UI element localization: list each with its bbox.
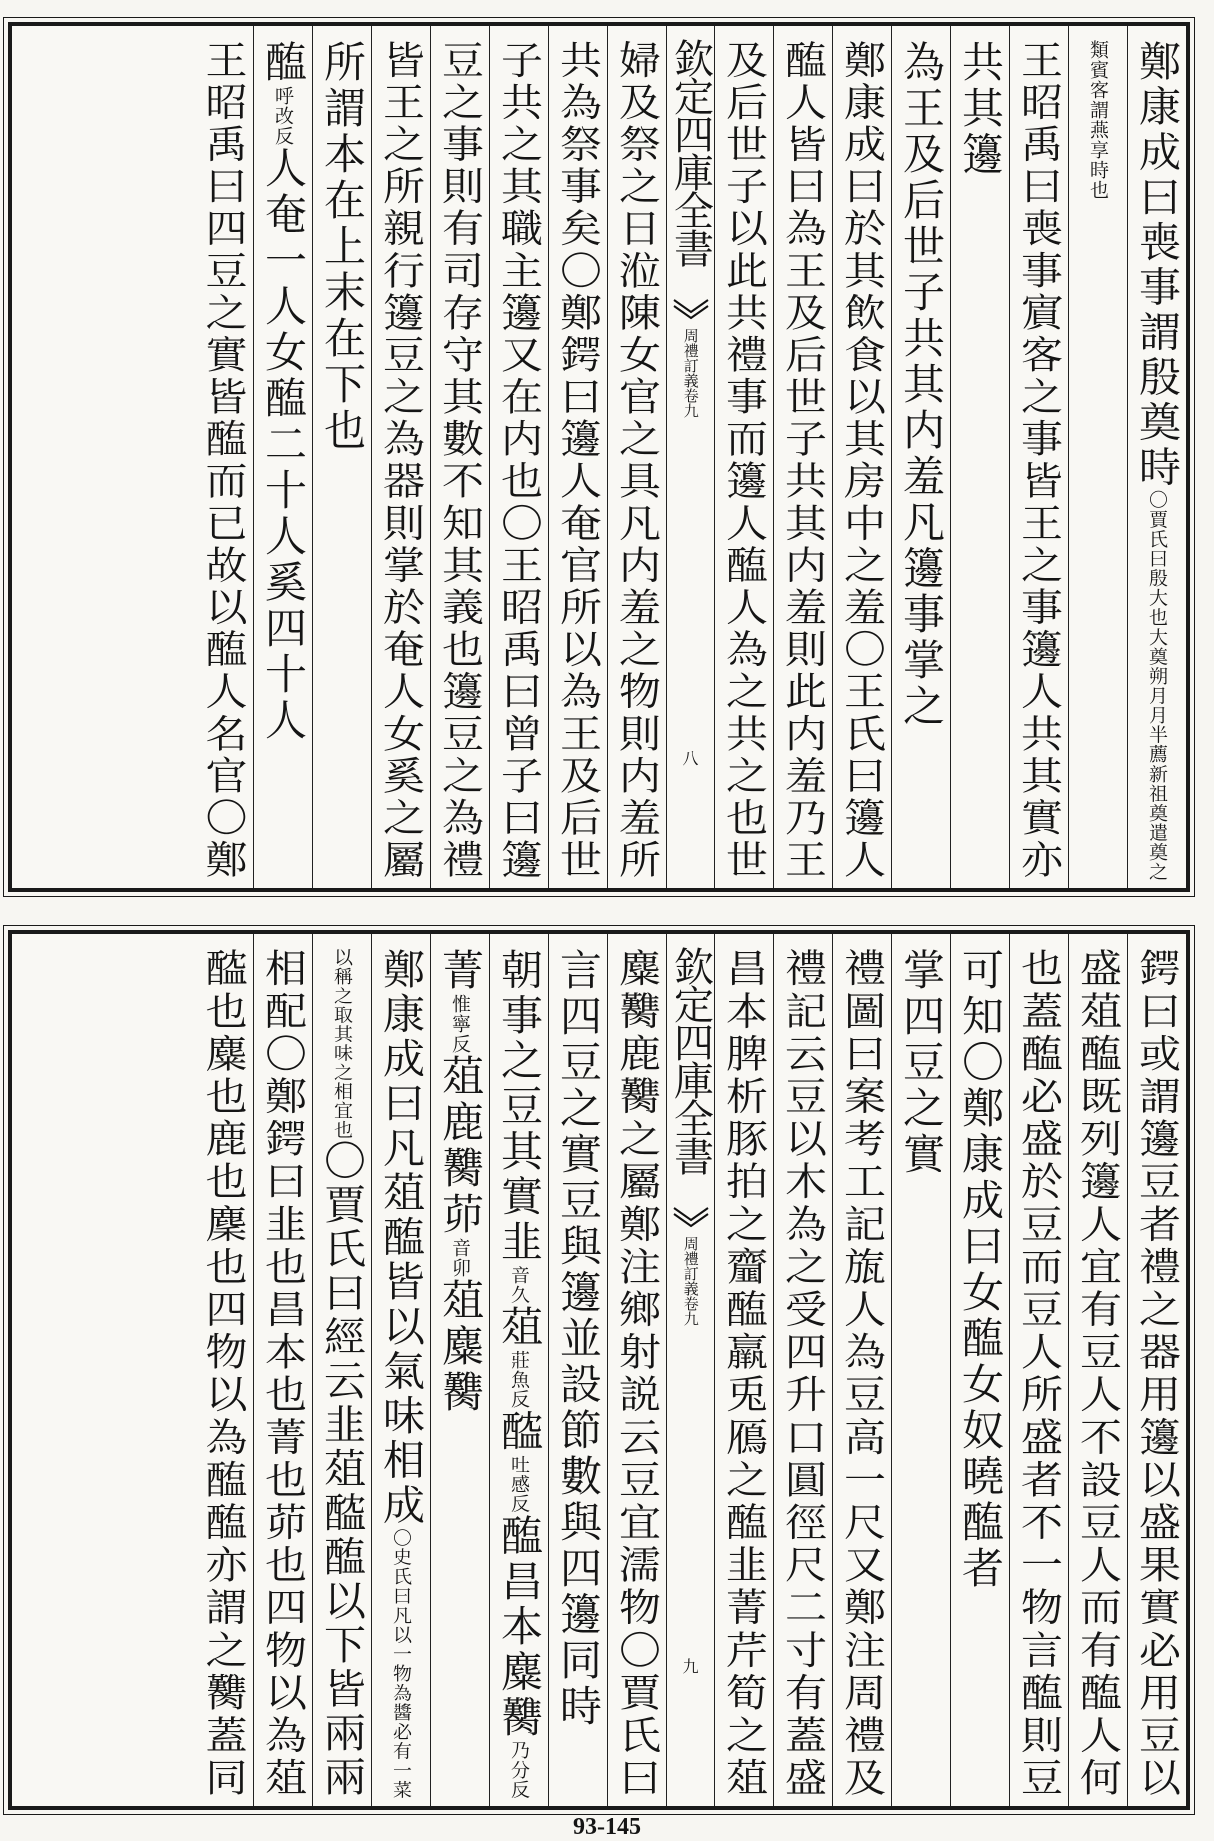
main-text: 葅麋臡 bbox=[436, 1278, 485, 1416]
top-page bbox=[8, 22, 1190, 892]
header-title: 欽定四庫全書 bbox=[667, 38, 714, 266]
text-column bbox=[1009, 26, 1068, 888]
main-text: 豆之事則有司存守其數不知其義也籩豆之為禮 bbox=[436, 40, 485, 882]
main-text: 也蓋醢必盛於豆而豆人所盛者不一物言醢則豆 bbox=[1015, 948, 1064, 1800]
main-text: 所謂本在上末在下也 bbox=[318, 40, 367, 454]
volume-label: 卷九 bbox=[681, 388, 700, 418]
text-column bbox=[714, 934, 773, 1806]
text-column bbox=[489, 26, 548, 888]
text-column bbox=[312, 934, 371, 1806]
main-text: 人奄一人女醢二十人奚四十人 bbox=[259, 146, 308, 744]
text-column bbox=[194, 934, 253, 1806]
text-column bbox=[253, 26, 312, 888]
text-column bbox=[773, 26, 832, 888]
main-text: 鄭康成曰喪事謂殷奠時 bbox=[1133, 40, 1182, 491]
annotation-note: 乃分反 bbox=[508, 1740, 530, 1800]
book-title: 周禮訂義 bbox=[681, 1236, 700, 1296]
text-column bbox=[1068, 934, 1127, 1806]
text-column bbox=[548, 26, 607, 888]
main-text: 醢 bbox=[259, 40, 308, 86]
text-column bbox=[832, 934, 891, 1806]
main-text: 王昭禹曰喪事賔客之事皆王之事籩人共其實亦 bbox=[1015, 40, 1064, 882]
text-column bbox=[891, 934, 950, 1806]
annotation-note: 類賓客謂燕享時也 bbox=[1087, 40, 1109, 200]
main-text: 婦及祭之日涖陳女官之具凡内羞之物則内羞所 bbox=[613, 40, 662, 882]
main-text: 〇賈氏曰經云韭葅醓醢以下皆兩兩 bbox=[318, 1139, 367, 1800]
header-book bbox=[682, 1236, 699, 1326]
main-text: 禮記云豆以木為之受四升口圓徑尺二寸有蓋盛 bbox=[779, 948, 828, 1800]
page-number: 93-145 bbox=[573, 1814, 641, 1840]
main-text: 共其籩 bbox=[956, 40, 1005, 178]
main-text: 鄭康成曰於其飲食以其房中之羞〇王氏曰籩人 bbox=[838, 40, 887, 882]
text-column bbox=[773, 934, 832, 1806]
center-fold bbox=[666, 26, 714, 888]
main-text: 麋臡鹿臡之屬鄭注鄉射説云豆宜濡物〇賈氏曰 bbox=[613, 948, 662, 1800]
main-text: 為王及后世子共其内羞凡籩事掌之 bbox=[897, 40, 946, 730]
annotation-note: 莊魚反 bbox=[508, 1350, 530, 1410]
text-column bbox=[832, 26, 891, 888]
annotation-note: 以稱之取其味之相宜也 bbox=[331, 948, 353, 1140]
text-column bbox=[430, 934, 489, 1806]
annotation-note: 〇賈氏曰殷大也大奠朔月月半薦新祖奠遣奠之 bbox=[1146, 490, 1168, 882]
text-column bbox=[1009, 934, 1068, 1806]
fish-tail-icon bbox=[673, 298, 709, 320]
text-column bbox=[1127, 26, 1186, 888]
annotation-note: 吐感反 bbox=[508, 1454, 530, 1514]
text-column bbox=[371, 26, 430, 888]
text-column bbox=[607, 26, 666, 888]
text-column bbox=[1127, 934, 1186, 1806]
book-title: 周禮訂義 bbox=[681, 328, 700, 388]
text-column bbox=[950, 934, 1009, 1806]
main-text: 朝事之豆其實韭 bbox=[495, 948, 544, 1266]
folio-number: 九 bbox=[682, 1657, 699, 1676]
main-text: 菁 bbox=[436, 948, 485, 994]
main-text: 子共之其職主籩又在内也〇王昭禹曰曾子曰籩 bbox=[495, 40, 544, 882]
main-text: 鄭康成曰凡葅醢皆以氣味相成 bbox=[377, 948, 426, 1529]
text-column bbox=[312, 26, 371, 888]
annotation-note: 音卯 bbox=[449, 1238, 471, 1278]
main-text: 昌本脾析豚拍之齏醢羸兎鴈之醢韭菁芹筍之葅 bbox=[720, 948, 769, 1800]
main-text: 及后世子以此共禮事而籩人醢人為之共之也世 bbox=[720, 40, 769, 882]
main-text: 鍔曰或謂籩豆者禮之器用籩以盛果實必用豆以 bbox=[1133, 948, 1182, 1800]
main-text: 掌四豆之實 bbox=[897, 948, 946, 1178]
folio-number: 八 bbox=[682, 749, 699, 768]
annotation-note: 音久 bbox=[508, 1265, 530, 1305]
main-text: 共為祭事矣〇鄭鍔曰籩人奄官所以為王及后世 bbox=[554, 40, 603, 882]
main-text: 葅 bbox=[495, 1304, 544, 1351]
bottom-page bbox=[8, 930, 1190, 1810]
text-column bbox=[371, 934, 430, 1806]
main-text: 禮圖曰案考工記旊人為豆高一尺又鄭注周禮及 bbox=[838, 948, 887, 1800]
volume-label: 卷九 bbox=[681, 1296, 700, 1326]
main-text: 醢人皆曰為王及后世子共其内羞則此内羞乃王 bbox=[779, 40, 828, 882]
fish-tail-icon bbox=[673, 1206, 709, 1228]
text-column bbox=[1068, 26, 1127, 888]
text-column bbox=[714, 26, 773, 888]
text-column bbox=[430, 26, 489, 888]
annotation-note: 呼改反 bbox=[272, 86, 294, 146]
text-column bbox=[891, 26, 950, 888]
annotation-note: 〇史氏曰凡以一物為醬必有一菜 bbox=[390, 1528, 412, 1800]
main-text: 可知〇鄭康成曰女醢女奴曉醢者 bbox=[956, 948, 1005, 1592]
header-book bbox=[682, 328, 699, 418]
text-column bbox=[253, 934, 312, 1806]
main-text: 相配〇鄭鍔曰韭也昌本也菁也茆也四物以為葅 bbox=[259, 948, 308, 1800]
text-column bbox=[607, 934, 666, 1806]
main-text: 皆王之所親行籩豆之為器則掌於奄人女奚之屬 bbox=[377, 40, 426, 882]
text-column bbox=[194, 26, 253, 888]
main-text: 言四豆之實豆與籩並設節數與四籩同時 bbox=[554, 948, 603, 1730]
main-text: 醓 bbox=[495, 1409, 544, 1455]
main-text: 盛葅醢既列籩人宜有豆人不設豆人而有醢人何 bbox=[1074, 948, 1123, 1800]
main-text: 醓也麋也鹿也麇也四物以為醢醢亦謂之臡蓋同 bbox=[199, 948, 249, 1800]
main-text: 醢昌本麋臡 bbox=[495, 1513, 544, 1741]
main-text: 王昭禹曰四豆之實皆醢而已故以醢人名官〇鄭 bbox=[199, 40, 249, 882]
text-column bbox=[950, 26, 1009, 888]
text-column bbox=[548, 934, 607, 1806]
center-fold bbox=[666, 934, 714, 1806]
text-column bbox=[489, 934, 548, 1806]
header-title: 欽定四庫全書 bbox=[667, 946, 714, 1174]
annotation-note: 惟寧反 bbox=[449, 994, 471, 1054]
main-text: 葅鹿臡茆 bbox=[436, 1054, 485, 1238]
